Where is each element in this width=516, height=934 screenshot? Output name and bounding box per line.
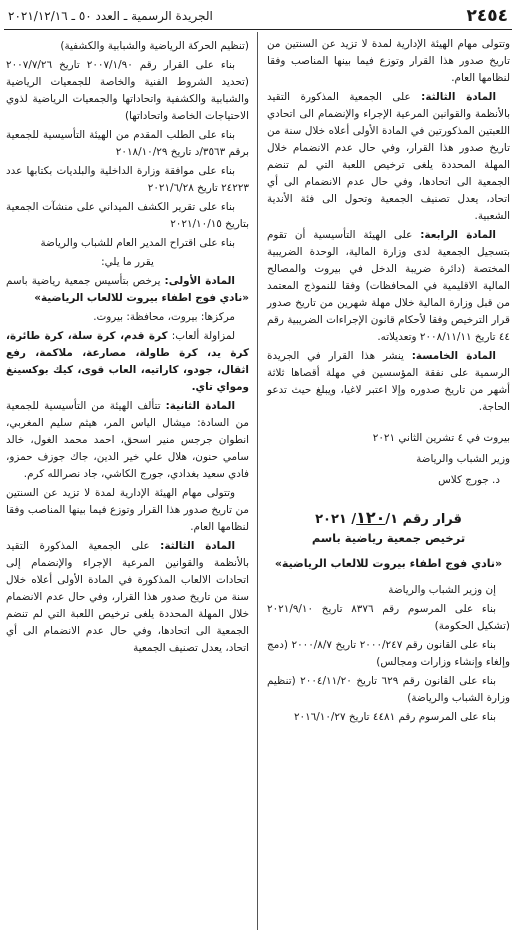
article-text: على الجمعية المذكورة التقيد بالأنظمة والقوانين المرعية الإجراء والإنضمام الى اتحادي اللعبتين المذكورتين في المادة الأولى أعلاه خلال سنة من تاريخ صدور هذا القرار، وفي حال عدم الانضمام خلال المهلة المحددة يلغى ترخيص اللعبة التي لم تنضم الجمعية الى اتحادها، وفي حال عدم الانضمام الى أي اتحاد، يعدل تصنيف الجمعية وتحول الى فئة الأندية الشعبية. <box>267 91 510 222</box>
based-on: بناء على القانون رقم ٦٢٩ تاريخ ٢٠٠٤/١١/٢٠ (تنظيم وزارة الشباب والرياضة) <box>267 675 510 704</box>
paragraph: وتتولى مهام الهيئة الإدارية لمدة لا تزيد عن السنتين من تاريخ صدور هذا القرار وتوزع فيما بينها المناصب وفقا لنظامها العام. <box>267 38 510 84</box>
article-label: المادة الأولى: <box>164 275 235 287</box>
article-label: المادة الخامسة: <box>411 350 496 362</box>
article-2 <box>6 398 249 483</box>
decree-prefix: قرار رقم <box>402 512 462 527</box>
signature-block <box>267 430 510 489</box>
left-column <box>6 38 249 659</box>
right-column <box>267 36 510 728</box>
sign-name: د. جورج كلاس <box>438 474 500 486</box>
article-text: ينشر هذا القرار في الجريدة الرسمية على نفقة المؤسسين في مهلة أقصاها ثلاثة أشهر من تاريخ صدوره وإلا اعتبر لاغيا، ويبلغ حيث تدعو الحاجة. <box>267 350 510 413</box>
decree-num: ١٢٠ <box>356 508 386 527</box>
article-label: المادة الثالثة: <box>421 91 497 103</box>
article-3 <box>267 89 510 225</box>
article-4 <box>267 227 510 346</box>
sign-date: بيروت في ٤ تشرين الثاني ٢٠٢١ <box>372 432 510 444</box>
gazette-title: الجريدة الرسمية ـ العدد ٥٠ ـ ٢٠٢١/١٢/١٦ <box>8 9 213 23</box>
games-list: كرة قدم، كرة سلة، كرة طائرة، كرة يد، كرة طاولة، مصارعة، ملاكمة، رفع اثقال، جودو، كاراتيه، العاب قوى، كيك بوكسينغ ومواي تاي. <box>6 330 249 393</box>
article-text: على الهيئة التأسيسية أن تقوم بتسجيل الجمعية لدى وزارة المالية، الوحدة الضريبية المختصة (دائرة ضريبة الدخل في بيروت والمصالح المالية الاقليمية في المحافظات) وفقا للنموذج المعتمد من قبل وزارة المالية خلال مهلة شهرين من تاريخ صدور قرار الترخيص وفقا لأحكام قانون الإجراءات الضريبية رقم ٤٤ تاريخ ٢٠٠٨/١١/١١ وتعديلاته. <box>267 229 510 343</box>
header-rule <box>4 29 512 30</box>
page-header <box>0 0 516 30</box>
based-on: بناء على المرسوم رقم ٤٤٨١ تاريخ ٢٠١٦/١٠/٢٧ <box>293 711 496 723</box>
article-5 <box>267 348 510 416</box>
based-on: بناء على القانون رقم ٢٠٠٠/٢٤٧ تاريخ ٢٠٠٠/٨/٧ (دمج وإلغاء وإنشاء وزارات ومجالس) <box>267 639 510 668</box>
games-line <box>6 328 249 396</box>
paragraph: (تنظيم الحركة الرياضية والشبابية والكشفية) <box>60 40 249 52</box>
paragraph: وتتولى مهام الهيئة الإدارية لمدة لا تزيد عن السنتين من تاريخ صدور هذا القرار وتوزع فيما بينها المناصب وفقا لنظامها العام. <box>6 487 249 533</box>
article-text: تتألف الهيئة من التأسيسية للجمعية من السادة: ميشال الياس المر، هيثم سليم المغربي، انطوان جرجس منير اسحق، احمد محمد الغول، خالد سامي حنون، هلال علي خير الدين، جاك جوزف حمزو، فادي سعيد بغدادي، جورج الكاشي، جاد نصرالله كرم. <box>6 400 249 480</box>
club-name: «نادي فوج اطفاء بيروت للالعاب الرياضية» <box>34 292 249 304</box>
decree-suffix: /١/ ٢٠٢١ <box>315 512 399 527</box>
minister-line: إن وزير الشباب والرياضة <box>388 584 496 596</box>
based-on: بناء على اقتراح المدير العام للشباب والرياضة <box>40 237 235 249</box>
games-intro: لمزاولة ألعاب: <box>167 330 235 342</box>
article-text: على الجمعية المذكورة التقيد بالأنظمة والقوانين المرعية الإجراء والإنضمام إلى اتحادات الالعاب المذكورة في المادة الأولى أعلاه خلال سنة من تاريخ صدور هذا القرار، وفي حال عدم الانضمام خلال المهلة المحددة يلغى ترخيص اللعبة التي لم تنضم الجمعية الى اتحادها، وفي حال عدم الانضمام الى أي اتحاد، يعدل تصنيف الجمعية <box>6 540 249 654</box>
article-label: المادة الثانية: <box>165 400 236 412</box>
decree-number <box>267 509 510 528</box>
based-on: بناء على تقرير الكشف الميداني على منشآت الجمعية بتاريخ ٢٠٢١/١٠/١٥ <box>6 201 249 230</box>
decree-subtitle: «نادي فوج اطفاء بيروت للالعاب الرياضية» <box>274 557 503 570</box>
article-text: يرخص بتأسيس جمعية رياضية باسم <box>6 275 165 287</box>
article-label: المادة الرابعة: <box>420 229 496 241</box>
based-on: بناء على المرسوم رقم ٨٣٧٦ تاريخ ٢٠٢١/٩/١٠ (تشكيل الحكومة) <box>267 603 510 632</box>
decree-title: ترخيص جمعية رياضية باسم <box>311 531 466 545</box>
decides-line: يقرر ما يلي: <box>101 256 154 268</box>
based-on: بناء على الطلب المقدم من الهيئة التأسيسية للجمعية برقم ٣٥٦٣/د تاريخ ٢٠١٨/١٠/٢٩ <box>6 129 249 158</box>
column-divider <box>257 32 258 930</box>
sign-role: وزير الشباب والرياضة <box>416 453 510 465</box>
page-number: ٢٤٥٤ <box>466 6 508 26</box>
hq-line: مركزها: بيروت، محافظة: بيروت. <box>93 311 235 323</box>
article-label: المادة الثالثة: <box>160 540 236 552</box>
based-on: بناء على القرار رقم ٢٠٠٧/١/٩٠ تاريخ ٢٠٠٧/٧/٢٦ (تحديد الشروط الفنية والخاصة للجمعيات الرياضية والشبابية والكشفية واتحاداتها والجمعيات الرياضية لذوي الاحتياجات الخاصة واتحاداتها) <box>6 59 249 122</box>
based-on: بناء على موافقة وزارة الداخلية والبلديات بكتابها عدد ٢٤٢٢٣ تاريخ ٢٠٢١/٦/٢٨ <box>6 165 249 194</box>
article-3 <box>6 538 249 657</box>
article-1 <box>6 273 249 307</box>
